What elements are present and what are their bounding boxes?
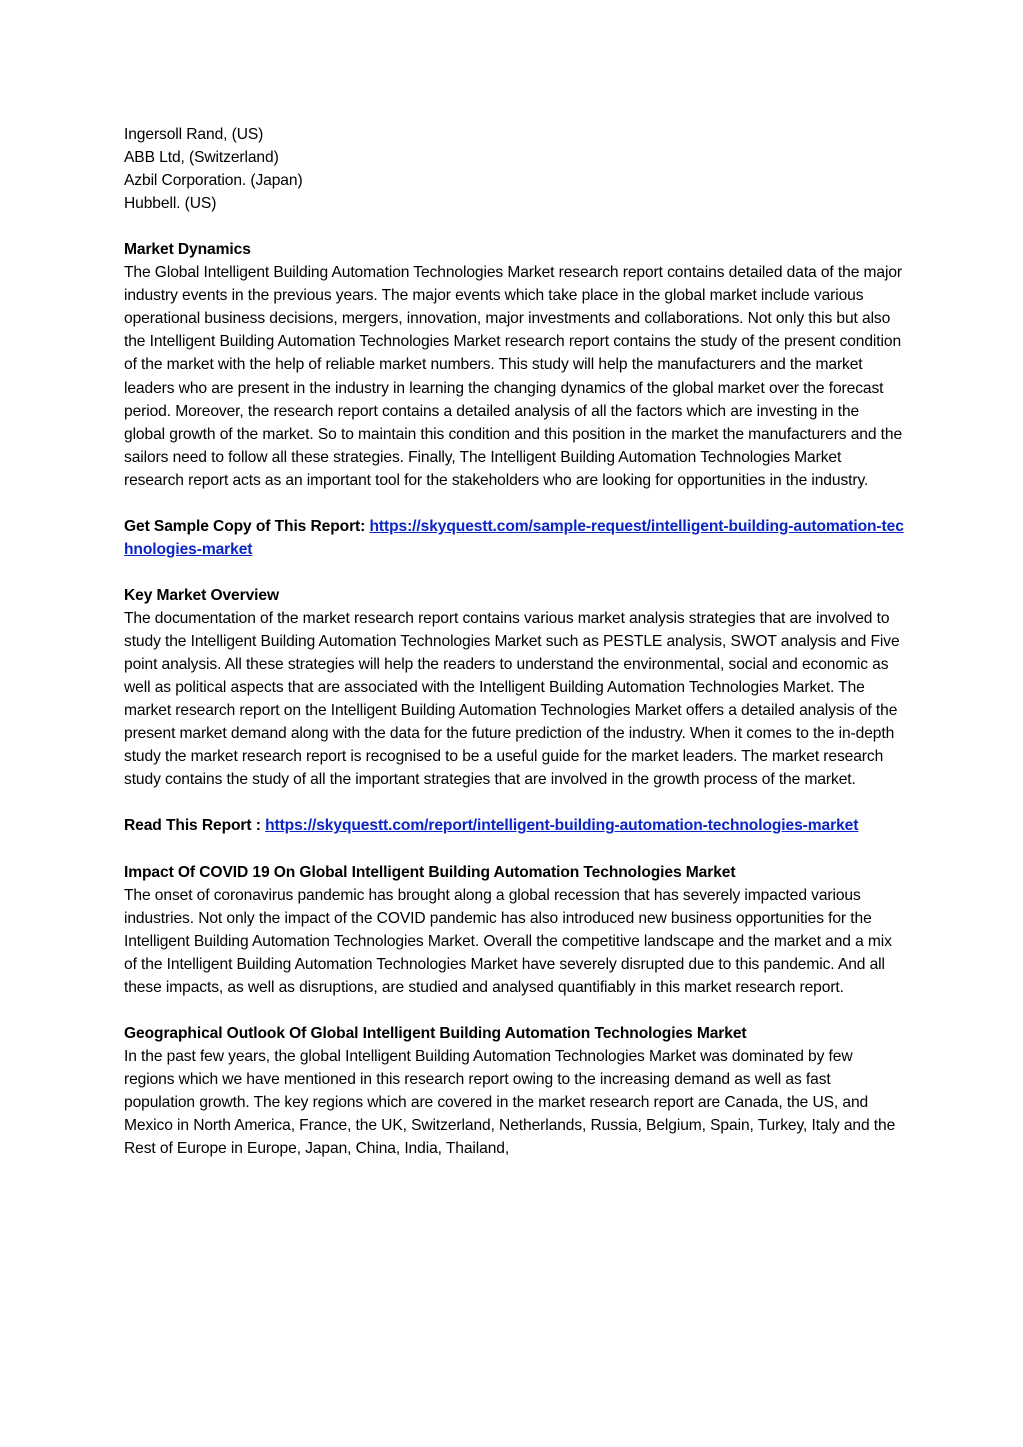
covid-impact-heading: Impact Of COVID 19 On Global Intelligent Building Automation Technologies Market [124,863,736,881]
market-dynamics-section [124,238,904,492]
document-body [124,123,904,1160]
sample-request-link[interactable]: https://skyquestt.com/sample-request/intelligent-building-automation-technologies-market [124,517,904,558]
read-report-label: Read This Report : [124,817,266,835]
market-dynamics-heading: Market Dynamics [124,241,251,259]
key-market-overview-section [124,584,904,791]
sample-copy-section [124,515,904,561]
read-report-link[interactable]: https://skyquestt.com/report/intelligent-building-automation-technologies-market [265,817,859,835]
read-report-line [124,814,904,837]
key-market-overview-body: The documentation of the market research report contains various market analysis strategies that are involved to study the Intelligent Building Automation Technologies Market such as PESTLE analysis, SWOT analysis and Five point analysis. All these strategies will help the readers to understand the environmental, social and economic as well as political aspects that are associated with the Intelligent Building Automation Technologies Market. The market research report on the Intelligent Building Automation Technologies Market offers a detailed analysis of the present market demand along with the data for the future prediction of the industry. When it comes to the in-depth study the market research report is recognised to be a useful guide for the market leaders. The market research study contains the study of all the important strategies that are involved in the growth process of the market. [124,609,900,789]
geographical-outlook-section [124,1022,904,1160]
market-dynamics-body: The Global Intelligent Building Automation Technologies Market research report contains detailed data of the major industry events in the previous years. The major events which take place in the global market include various operational business decisions, mergers, innovation, major investments and collaborations. Not only this but also the Intelligent Building Automation Technologies Market research report contains the study of the present condition of the market with the help of reliable market numbers. This study will help the manufacturers and the market leaders who are present in the industry in learning the changing dynamics of the global market over the forecast period. Moreover, the research report contains a detailed analysis of all the factors which are investing in the global growth of the market. So to maintain this condition and this position in the market the manufacturers and the sailors need to follow all these strategies. Finally, The Intelligent Building Automation Technologies Market research report acts as an important tool for the stakeholders who are looking for opportunities in the industry. [124,264,903,489]
key-market-overview-heading: Key Market Overview [124,586,279,604]
read-report-section [124,814,904,837]
covid-impact-body: The onset of coronavirus pandemic has brought along a global recession that has severely impacted various industries. Not only the impact of the COVID pandemic has also introduced new business opportunities for the Intelligent Building Automation Technologies Market. Overall the competitive landscape and the market and a mix of the Intelligent Building Automation Technologies Market have severely disrupted due to this pandemic. And all these impacts, as well as disruptions, are studied and analysed quantifiably in this market research report. [124,886,892,996]
sample-copy-label: Get Sample Copy of This Report: [124,517,370,535]
company-item: ABB Ltd, (Switzerland) [124,149,279,167]
company-item: Hubbell. (US) [124,195,217,213]
company-item: Azbil Corporation. (Japan) [124,172,303,190]
company-list [124,123,904,215]
sample-copy-line [124,515,904,561]
geographical-outlook-heading: Geographical Outlook Of Global Intelligent Building Automation Technologies Market [124,1024,747,1042]
company-item: Ingersoll Rand, (US) [124,126,264,143]
covid-impact-section [124,861,904,999]
geographical-outlook-body: In the past few years, the global Intelligent Building Automation Technologies Market was dominated by few regions which we have mentioned in this research report owing to the increasing demand as well as fast population growth. The key regions which are covered in the market research report are Canada, the US, and Mexico in North America, France, the UK, Switzerland, Netherlands, Russia, Belgium, Spain, Turkey, Italy and the Rest of Europe in Europe, Japan, China, India, Thailand, [124,1047,896,1158]
